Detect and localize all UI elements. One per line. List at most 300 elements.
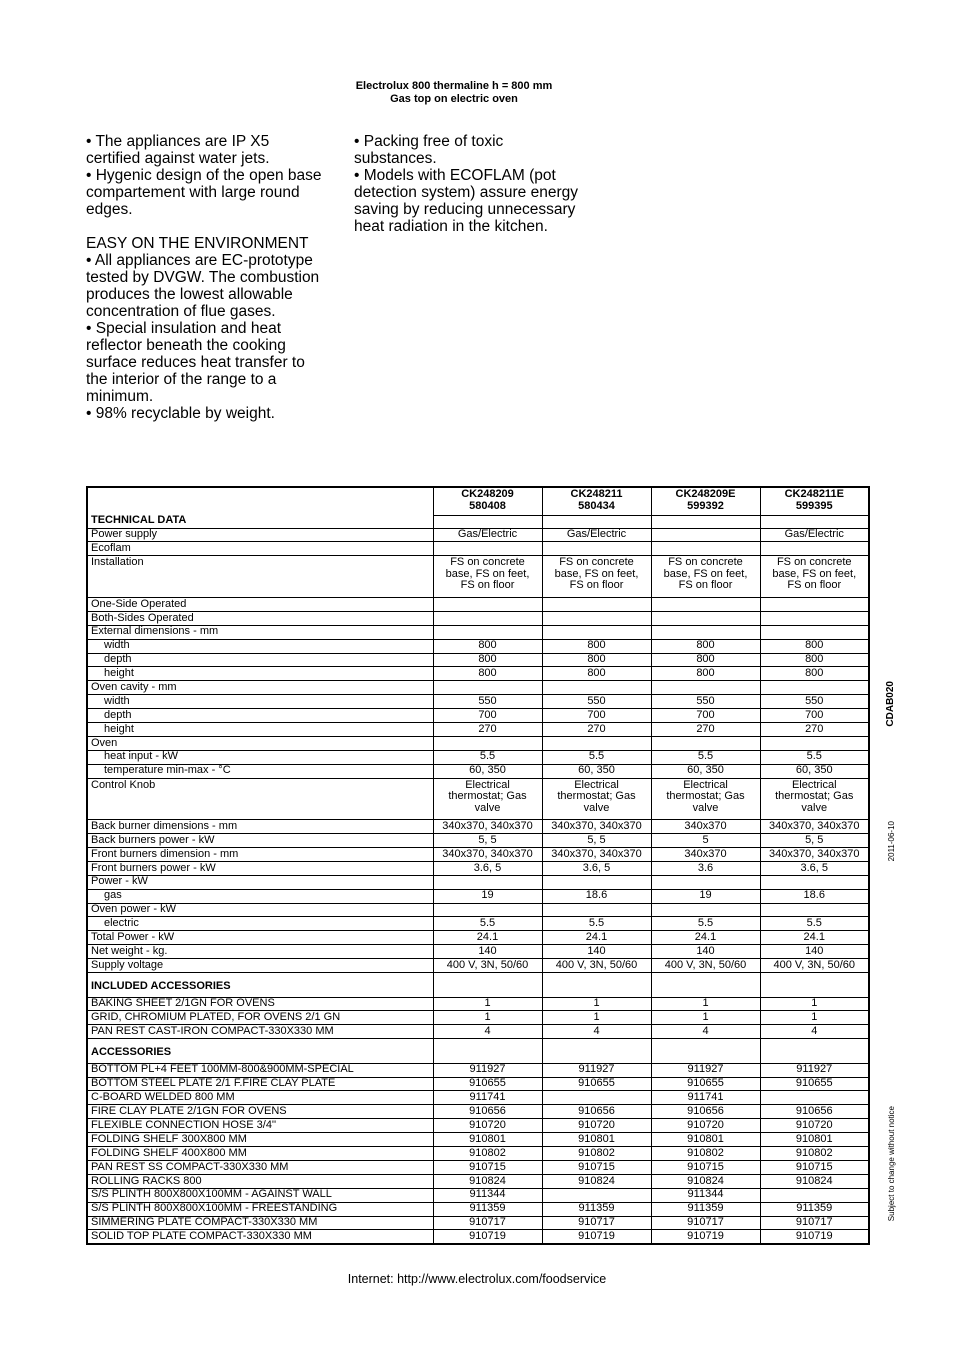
- empty-cell: [760, 625, 869, 639]
- cell-value: 800: [542, 639, 651, 653]
- table-row: [87, 997, 869, 1011]
- cell-value: 4: [433, 1025, 542, 1039]
- table-row: [87, 1202, 869, 1216]
- cell-value: 911927: [651, 1063, 760, 1077]
- cell-value: 1: [760, 1011, 869, 1025]
- cell-value: Electrical thermostat; Gas valve: [651, 778, 760, 820]
- cell-value: 910656: [433, 1105, 542, 1119]
- row-label: Back burners power - kW: [87, 834, 433, 848]
- cell-value: 5.5: [760, 917, 869, 931]
- cell-value: 340x370, 340x370: [542, 848, 651, 862]
- cell-value: 1: [651, 1011, 760, 1025]
- cell-value: 910802: [760, 1147, 869, 1161]
- intro-paragraph: [354, 133, 578, 235]
- row-label: Oven power - kW: [87, 903, 433, 917]
- footer-internet: Internet: http://www.electrolux.com/foodservice: [347, 1272, 607, 1286]
- empty-cell: [651, 625, 760, 639]
- empty-cell: [760, 611, 869, 625]
- section-row: [87, 1039, 869, 1064]
- row-label: Ecoflam: [87, 542, 433, 556]
- row-label: Supply voltage: [87, 959, 433, 973]
- cell-value: 910720: [542, 1119, 651, 1133]
- cell-value: 910655: [433, 1077, 542, 1091]
- row-label: One-Side Operated: [87, 597, 433, 611]
- cell-value: Gas/Electric: [542, 528, 651, 542]
- table-row: [87, 1077, 869, 1091]
- table-row: [87, 903, 869, 917]
- row-label: Total Power - kW: [87, 931, 433, 945]
- table-row: [87, 1188, 869, 1202]
- cell-value: 910801: [760, 1133, 869, 1147]
- cell-value: 3.6, 5: [542, 861, 651, 875]
- table-row: [87, 820, 869, 834]
- cell-value: 340x370, 340x370: [433, 820, 542, 834]
- cell-value: 800: [651, 639, 760, 653]
- cell-value: 19: [433, 889, 542, 903]
- table-row: [87, 750, 869, 764]
- empty-cell: [760, 1039, 869, 1064]
- cell-value: 911359: [433, 1202, 542, 1216]
- table-row: [87, 1119, 869, 1133]
- model-header: [433, 487, 542, 515]
- intro-line: • 98% recyclable by weight.: [86, 405, 275, 422]
- cell-value: 911927: [433, 1063, 542, 1077]
- table-row: [87, 597, 869, 611]
- table-row: [87, 959, 869, 973]
- row-label: Oven: [87, 736, 433, 750]
- row-label: Oven cavity - mm: [87, 681, 433, 695]
- cell-value: 60, 350: [433, 764, 542, 778]
- cell-value: 340x370, 340x370: [433, 848, 542, 862]
- intro-line: tested by DVGW. The combustion: [86, 269, 320, 286]
- empty-cell: [433, 515, 542, 528]
- row-label: SOLID TOP PLATE COMPACT-330X330 MM: [87, 1230, 433, 1244]
- empty-cell: [542, 611, 651, 625]
- cell-value: 3.6, 5: [760, 861, 869, 875]
- cell-value: 24.1: [760, 931, 869, 945]
- cell-value: 910824: [760, 1174, 869, 1188]
- intro-line: heat radiation in the kitchen.: [354, 218, 548, 235]
- intro-line: substances.: [354, 150, 437, 167]
- empty-cell: [542, 1188, 651, 1202]
- row-label: height: [87, 667, 433, 681]
- table-row: [87, 764, 869, 778]
- cell-value: 550: [433, 695, 542, 709]
- cell-value: 800: [433, 639, 542, 653]
- cell-value: 1: [433, 997, 542, 1011]
- table-row: [87, 556, 869, 598]
- cell-value: 911344: [651, 1188, 760, 1202]
- empty-cell: [760, 736, 869, 750]
- row-label: Power - kW: [87, 875, 433, 889]
- model-header: [542, 487, 651, 515]
- empty-cell: [433, 597, 542, 611]
- intro-paragraph: [86, 133, 322, 218]
- empty-cell: [433, 736, 542, 750]
- cell-value: 910656: [760, 1105, 869, 1119]
- model-code: CK248209E: [675, 488, 736, 500]
- table-row: [87, 695, 869, 709]
- cell-value: 800: [760, 639, 869, 653]
- row-label: S/S PLINTH 800X800X100MM - FREESTANDING: [87, 1202, 433, 1216]
- table-row: [87, 917, 869, 931]
- cell-value: 4: [760, 1025, 869, 1039]
- cell-value: 5, 5: [542, 834, 651, 848]
- cell-value: 5: [651, 834, 760, 848]
- empty-cell: [542, 597, 651, 611]
- section-label: INCLUDED ACCESSORIES: [87, 973, 433, 998]
- document-code: CDAB020: [885, 681, 896, 727]
- empty-cell: [651, 515, 760, 528]
- product-subtitle: Gas top on electric oven: [390, 93, 518, 105]
- cell-value: 4: [651, 1025, 760, 1039]
- cell-value: 400 V, 3N, 50/60: [651, 959, 760, 973]
- cell-value: 910656: [542, 1105, 651, 1119]
- row-label: FIRE CLAY PLATE 2/1GN FOR OVENS: [87, 1105, 433, 1119]
- row-label: BOTTOM PL+4 FEET 100MM-800&900MM-SPECIAL: [87, 1063, 433, 1077]
- row-label: C-BOARD WELDED 800 MM: [87, 1091, 433, 1105]
- intro-line: • The appliances are IP X5: [86, 133, 270, 150]
- model-header: [651, 487, 760, 515]
- empty-cell: [542, 973, 651, 998]
- table-row: [87, 625, 869, 639]
- model-header: [760, 487, 869, 515]
- table-row: [87, 1216, 869, 1230]
- table-row: [87, 875, 869, 889]
- cell-value: 18.6: [542, 889, 651, 903]
- row-label: ROLLING RACKS 800: [87, 1174, 433, 1188]
- cell-value: 910717: [433, 1216, 542, 1230]
- table-row: [87, 611, 869, 625]
- cell-value: 910801: [433, 1133, 542, 1147]
- cell-value: 140: [651, 945, 760, 959]
- cell-value: 911344: [433, 1188, 542, 1202]
- empty-cell: [651, 681, 760, 695]
- empty-cell: [542, 1091, 651, 1105]
- cell-value: 910719: [542, 1230, 651, 1244]
- intro-paragraph: [86, 235, 322, 422]
- cell-value: 60, 350: [651, 764, 760, 778]
- cell-value: 340x370, 340x370: [760, 848, 869, 862]
- empty-cell: [760, 515, 869, 528]
- intro-line: the interior of the range to a: [86, 371, 277, 388]
- cell-value: FS on concrete base, FS on feet, FS on floor: [433, 556, 542, 598]
- table-row: [87, 1011, 869, 1025]
- row-label: depth: [87, 709, 433, 723]
- intro-line: compartement with large round: [86, 184, 300, 201]
- table-row: [87, 667, 869, 681]
- cell-value: 1: [760, 997, 869, 1011]
- cell-value: 910719: [433, 1230, 542, 1244]
- model-header-row: [87, 487, 869, 515]
- table-row: [87, 945, 869, 959]
- cell-value: Gas/Electric: [760, 528, 869, 542]
- table-row: [87, 1160, 869, 1174]
- cell-value: 140: [433, 945, 542, 959]
- row-label: electric: [87, 917, 433, 931]
- intro-line: • All appliances are EC-prototype: [86, 252, 313, 269]
- empty-cell: [651, 1039, 760, 1064]
- cell-value: 800: [760, 653, 869, 667]
- intro-line: saving by reducing unnecessary: [354, 201, 576, 218]
- empty-cell: [542, 903, 651, 917]
- table-row: [87, 1147, 869, 1161]
- cell-value: 550: [542, 695, 651, 709]
- intro-line: minimum.: [86, 388, 154, 405]
- empty-cell: [651, 528, 760, 542]
- cell-value: 1: [542, 1011, 651, 1025]
- empty-cell: [651, 973, 760, 998]
- cell-value: 911359: [542, 1202, 651, 1216]
- cell-value: 3.6, 5: [433, 861, 542, 875]
- cell-value: 911741: [433, 1091, 542, 1105]
- table-row: [87, 1091, 869, 1105]
- table-row: [87, 1105, 869, 1119]
- intro-line: produces the lowest allowable: [86, 286, 293, 303]
- cell-value: 400 V, 3N, 50/60: [760, 959, 869, 973]
- cell-value: 4: [542, 1025, 651, 1039]
- empty-cell: [542, 515, 651, 528]
- cell-value: 700: [433, 709, 542, 723]
- cell-value: 140: [760, 945, 869, 959]
- cell-value: 910802: [433, 1147, 542, 1161]
- intro-line: detection system) assure energy: [354, 184, 578, 201]
- row-label: PAN REST CAST-IRON COMPACT-330X330 MM: [87, 1025, 433, 1039]
- cell-value: 60, 350: [760, 764, 869, 778]
- intro-line: edges.: [86, 201, 133, 218]
- row-label: FOLDING SHELF 300X800 MM: [87, 1133, 433, 1147]
- cell-value: 910824: [651, 1174, 760, 1188]
- cell-value: 910717: [651, 1216, 760, 1230]
- cell-value: 270: [433, 722, 542, 736]
- intro-line: • Hygenic design of the open base: [86, 167, 322, 184]
- empty-cell: [760, 681, 869, 695]
- table-row: [87, 1174, 869, 1188]
- table-row: [87, 528, 869, 542]
- cell-value: 911359: [760, 1202, 869, 1216]
- empty-cell: [760, 1188, 869, 1202]
- product-line-title: Electrolux 800 thermaline h = 800 mm: [355, 80, 553, 92]
- cell-value: 910824: [433, 1174, 542, 1188]
- empty-cell: [760, 542, 869, 556]
- row-label: S/S PLINTH 800X800X100MM - AGAINST WALL: [87, 1188, 433, 1202]
- model-code: CK248211: [570, 488, 623, 500]
- intro-left-column: [86, 133, 322, 422]
- intro-line: concentration of flue gases.: [86, 303, 276, 320]
- table-row: [87, 834, 869, 848]
- cell-value: 910720: [760, 1119, 869, 1133]
- intro-line: EASY ON THE ENVIRONMENT: [86, 235, 309, 252]
- table-row: [87, 1230, 869, 1244]
- cell-value: 910655: [760, 1077, 869, 1091]
- empty-cell: [433, 611, 542, 625]
- empty-cell: [651, 903, 760, 917]
- cell-value: 340x370: [651, 820, 760, 834]
- row-label: gas: [87, 889, 433, 903]
- row-label: height: [87, 722, 433, 736]
- cell-value: 60, 350: [542, 764, 651, 778]
- cell-value: 700: [651, 709, 760, 723]
- empty-cell: [433, 542, 542, 556]
- cell-value: 910715: [542, 1160, 651, 1174]
- empty-cell: [651, 736, 760, 750]
- row-label: Back burner dimensions - mm: [87, 820, 433, 834]
- empty-cell: [542, 542, 651, 556]
- cell-value: 24.1: [651, 931, 760, 945]
- cell-value: 270: [542, 722, 651, 736]
- cell-value: 910656: [651, 1105, 760, 1119]
- cell-value: Electrical thermostat; Gas valve: [433, 778, 542, 820]
- cell-value: 340x370: [651, 848, 760, 862]
- intro-line: certified against water jets.: [86, 150, 270, 167]
- row-label: depth: [87, 653, 433, 667]
- cell-value: FS on concrete base, FS on feet, FS on floor: [542, 556, 651, 598]
- cell-value: 5.5: [651, 750, 760, 764]
- empty-cell: [433, 875, 542, 889]
- row-label: width: [87, 695, 433, 709]
- intro-line: reflector beneath the cooking: [86, 337, 286, 354]
- cell-value: 911927: [760, 1063, 869, 1077]
- cell-value: 400 V, 3N, 50/60: [433, 959, 542, 973]
- intro-line: • Models with ECOFLAM (pot: [354, 167, 556, 184]
- empty-cell: [760, 903, 869, 917]
- table-row: [87, 639, 869, 653]
- row-label: heat input - kW: [87, 750, 433, 764]
- empty-cell: [651, 597, 760, 611]
- intro-line: • Special insulation and heat: [86, 320, 282, 337]
- row-label: BAKING SHEET 2/1GN FOR OVENS: [87, 997, 433, 1011]
- empty-cell: [651, 875, 760, 889]
- cell-value: 800: [433, 667, 542, 681]
- cell-value: 910824: [542, 1174, 651, 1188]
- cell-value: FS on concrete base, FS on feet, FS on floor: [651, 556, 760, 598]
- cell-value: Electrical thermostat; Gas valve: [760, 778, 869, 820]
- cell-value: 700: [760, 709, 869, 723]
- section-label: ACCESSORIES: [87, 1039, 433, 1064]
- row-label: PAN REST SS COMPACT-330X330 MM: [87, 1160, 433, 1174]
- section-title-technical-data: TECHNICAL DATA: [87, 487, 433, 528]
- cell-value: 1: [433, 1011, 542, 1025]
- cell-value: 19: [651, 889, 760, 903]
- cell-value: 5.5: [433, 750, 542, 764]
- document-header: [304, 80, 604, 106]
- cell-value: 550: [651, 695, 760, 709]
- cell-value: 800: [542, 667, 651, 681]
- row-label: BOTTOM STEEL PLATE 2/1 F.FIRE CLAY PLATE: [87, 1077, 433, 1091]
- empty-cell: [651, 611, 760, 625]
- table-row: [87, 1025, 869, 1039]
- cell-value: 910655: [542, 1077, 651, 1091]
- cell-value: 1: [542, 997, 651, 1011]
- row-label: Control Knob: [87, 778, 433, 820]
- cell-value: 5.5: [651, 917, 760, 931]
- empty-cell: [651, 542, 760, 556]
- table-row: [87, 1063, 869, 1077]
- cell-value: 911927: [542, 1063, 651, 1077]
- cell-value: 911359: [651, 1202, 760, 1216]
- intro-line: • Packing free of toxic: [354, 133, 504, 150]
- cell-value: 5.5: [433, 917, 542, 931]
- row-label: Installation: [87, 556, 433, 598]
- cell-value: 1: [651, 997, 760, 1011]
- cell-value: Electrical thermostat; Gas valve: [542, 778, 651, 820]
- cell-value: 18.6: [760, 889, 869, 903]
- cell-value: 910802: [542, 1147, 651, 1161]
- cell-value: Gas/Electric: [433, 528, 542, 542]
- row-label: FLEXIBLE CONNECTION HOSE 3/4'': [87, 1119, 433, 1133]
- row-label: External dimensions - mm: [87, 625, 433, 639]
- table-row: [87, 542, 869, 556]
- cell-value: 910720: [433, 1119, 542, 1133]
- empty-cell: [760, 1091, 869, 1105]
- section-row: [87, 973, 869, 998]
- model-code: CK248209: [461, 488, 514, 500]
- empty-cell: [760, 973, 869, 998]
- cell-value: 270: [760, 722, 869, 736]
- row-label: Front burners dimension - mm: [87, 848, 433, 862]
- model-number: 599392: [687, 500, 724, 512]
- row-label: FOLDING SHELF 400X800 MM: [87, 1147, 433, 1161]
- cell-value: 24.1: [542, 931, 651, 945]
- empty-cell: [760, 875, 869, 889]
- empty-cell: [433, 903, 542, 917]
- table-row: [87, 861, 869, 875]
- cell-value: 700: [542, 709, 651, 723]
- model-number: 580434: [578, 500, 615, 512]
- cell-value: 5.5: [542, 917, 651, 931]
- cell-value: 5.5: [760, 750, 869, 764]
- table-row: [87, 889, 869, 903]
- empty-cell: [760, 597, 869, 611]
- empty-cell: [542, 875, 651, 889]
- table-row: [87, 681, 869, 695]
- technical-data-table: [86, 486, 870, 1245]
- table-row: [87, 653, 869, 667]
- table-row: [87, 1133, 869, 1147]
- cell-value: 910717: [542, 1216, 651, 1230]
- cell-value: 5, 5: [433, 834, 542, 848]
- cell-value: 800: [542, 653, 651, 667]
- empty-cell: [433, 1039, 542, 1064]
- row-label: GRID, CHROMIUM PLATED, FOR OVENS 2/1 GN: [87, 1011, 433, 1025]
- empty-cell: [433, 681, 542, 695]
- cell-value: 140: [542, 945, 651, 959]
- cell-value: 5.5: [542, 750, 651, 764]
- empty-cell: [542, 1039, 651, 1064]
- table-row: [87, 848, 869, 862]
- cell-value: 5, 5: [760, 834, 869, 848]
- cell-value: 550: [760, 695, 869, 709]
- intro-right-column: [354, 133, 578, 235]
- table-row: [87, 709, 869, 723]
- row-label: SIMMERING PLATE COMPACT-330X330 MM: [87, 1216, 433, 1230]
- cell-value: 3.6: [651, 861, 760, 875]
- table-row: [87, 722, 869, 736]
- cell-value: 911741: [651, 1091, 760, 1105]
- cell-value: 910715: [760, 1160, 869, 1174]
- row-label: Front burners power - kW: [87, 861, 433, 875]
- cell-value: FS on concrete base, FS on feet, FS on floor: [760, 556, 869, 598]
- row-label: Power supply: [87, 528, 433, 542]
- document-date: 2011-06-10: [887, 821, 896, 862]
- cell-value: 340x370, 340x370: [760, 820, 869, 834]
- cell-value: 800: [433, 653, 542, 667]
- change-notice: Subject to change without notice: [887, 1106, 896, 1222]
- empty-cell: [542, 625, 651, 639]
- cell-value: 800: [760, 667, 869, 681]
- cell-value: 910715: [433, 1160, 542, 1174]
- cell-value: 340x370, 340x370: [542, 820, 651, 834]
